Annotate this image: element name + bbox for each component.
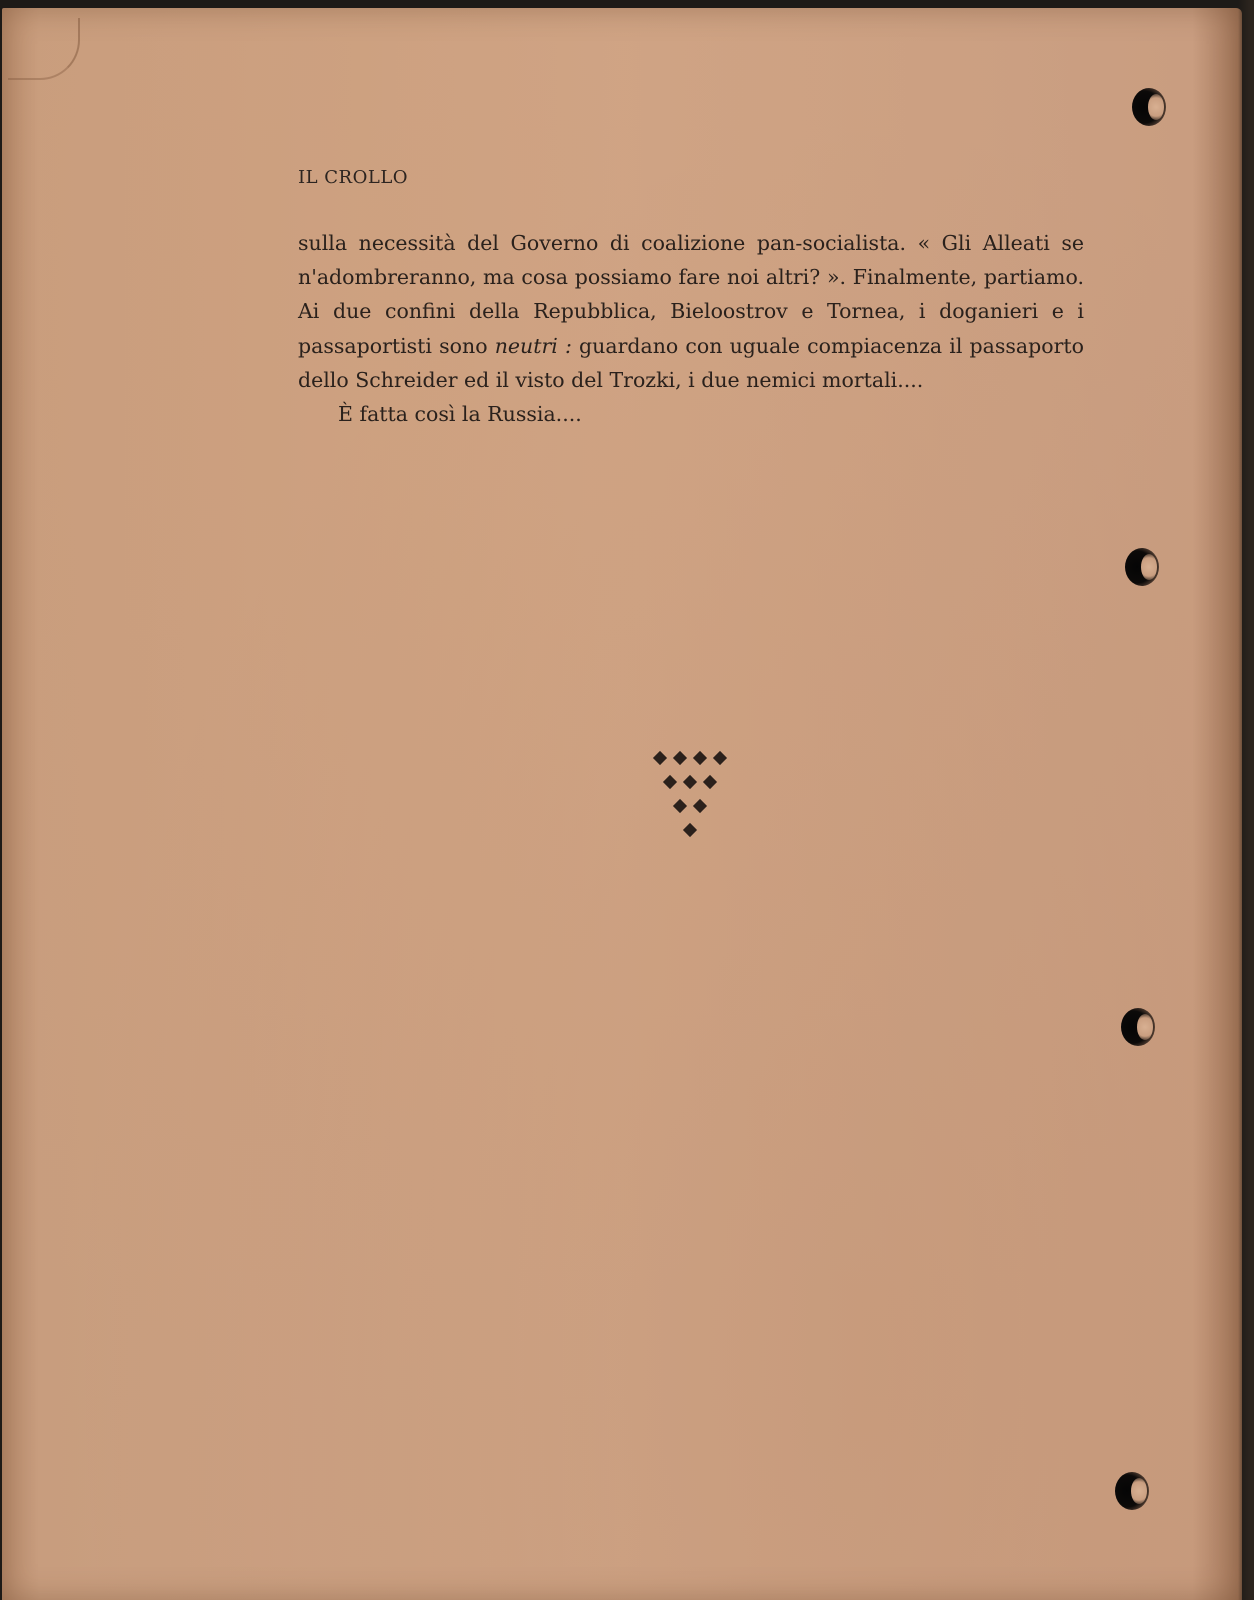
diamond-glyph <box>663 775 677 789</box>
paragraph-2: È fatta così la Russia.... <box>338 402 582 427</box>
punch-hole <box>1115 1472 1149 1510</box>
punch-hole <box>1121 1008 1155 1046</box>
punch-hole <box>1132 88 1166 126</box>
diamond-glyph <box>713 751 727 765</box>
punch-hole <box>1125 548 1159 586</box>
ornament-row <box>640 818 740 842</box>
paragraph-1-text-before: sulla necessità del Governo di coalizione pan-socialista. « Gli Alleati se n'adombreranno, ma cosa possiamo fare noi altri? ». Finalmente, partiamo. Ai due confini della Repubblica, Bieloostrov e Tornea, i doganieri e i passaportisti sono <box>298 231 1084 358</box>
ornament-row <box>640 746 740 770</box>
body-text <box>298 226 1084 431</box>
diamond-glyph <box>703 775 717 789</box>
ornament-row <box>640 794 740 818</box>
diamond-glyph <box>673 799 687 813</box>
ornament-row <box>640 770 740 794</box>
paragraph-1-text-after: guardano con uguale compiacenza il passaporto dello Schreider ed il visto del Trozki, i due nemici mortali.... <box>298 333 1085 392</box>
diamond-glyph <box>693 799 707 813</box>
diamond-glyph <box>653 751 667 765</box>
paragraph-1-italic: neutri : <box>494 333 572 358</box>
diamond-glyph <box>673 751 687 765</box>
diamond-glyph <box>683 775 697 789</box>
page-edge-shadow <box>1238 0 1254 1600</box>
diamond-ornament <box>640 746 740 842</box>
paragraph-1 <box>298 226 1084 397</box>
document-page <box>2 8 1242 1600</box>
folded-corner <box>8 18 80 80</box>
diamond-glyph <box>693 751 707 765</box>
running-head: IL CROLLO <box>298 167 409 188</box>
diamond-glyph <box>683 823 697 837</box>
